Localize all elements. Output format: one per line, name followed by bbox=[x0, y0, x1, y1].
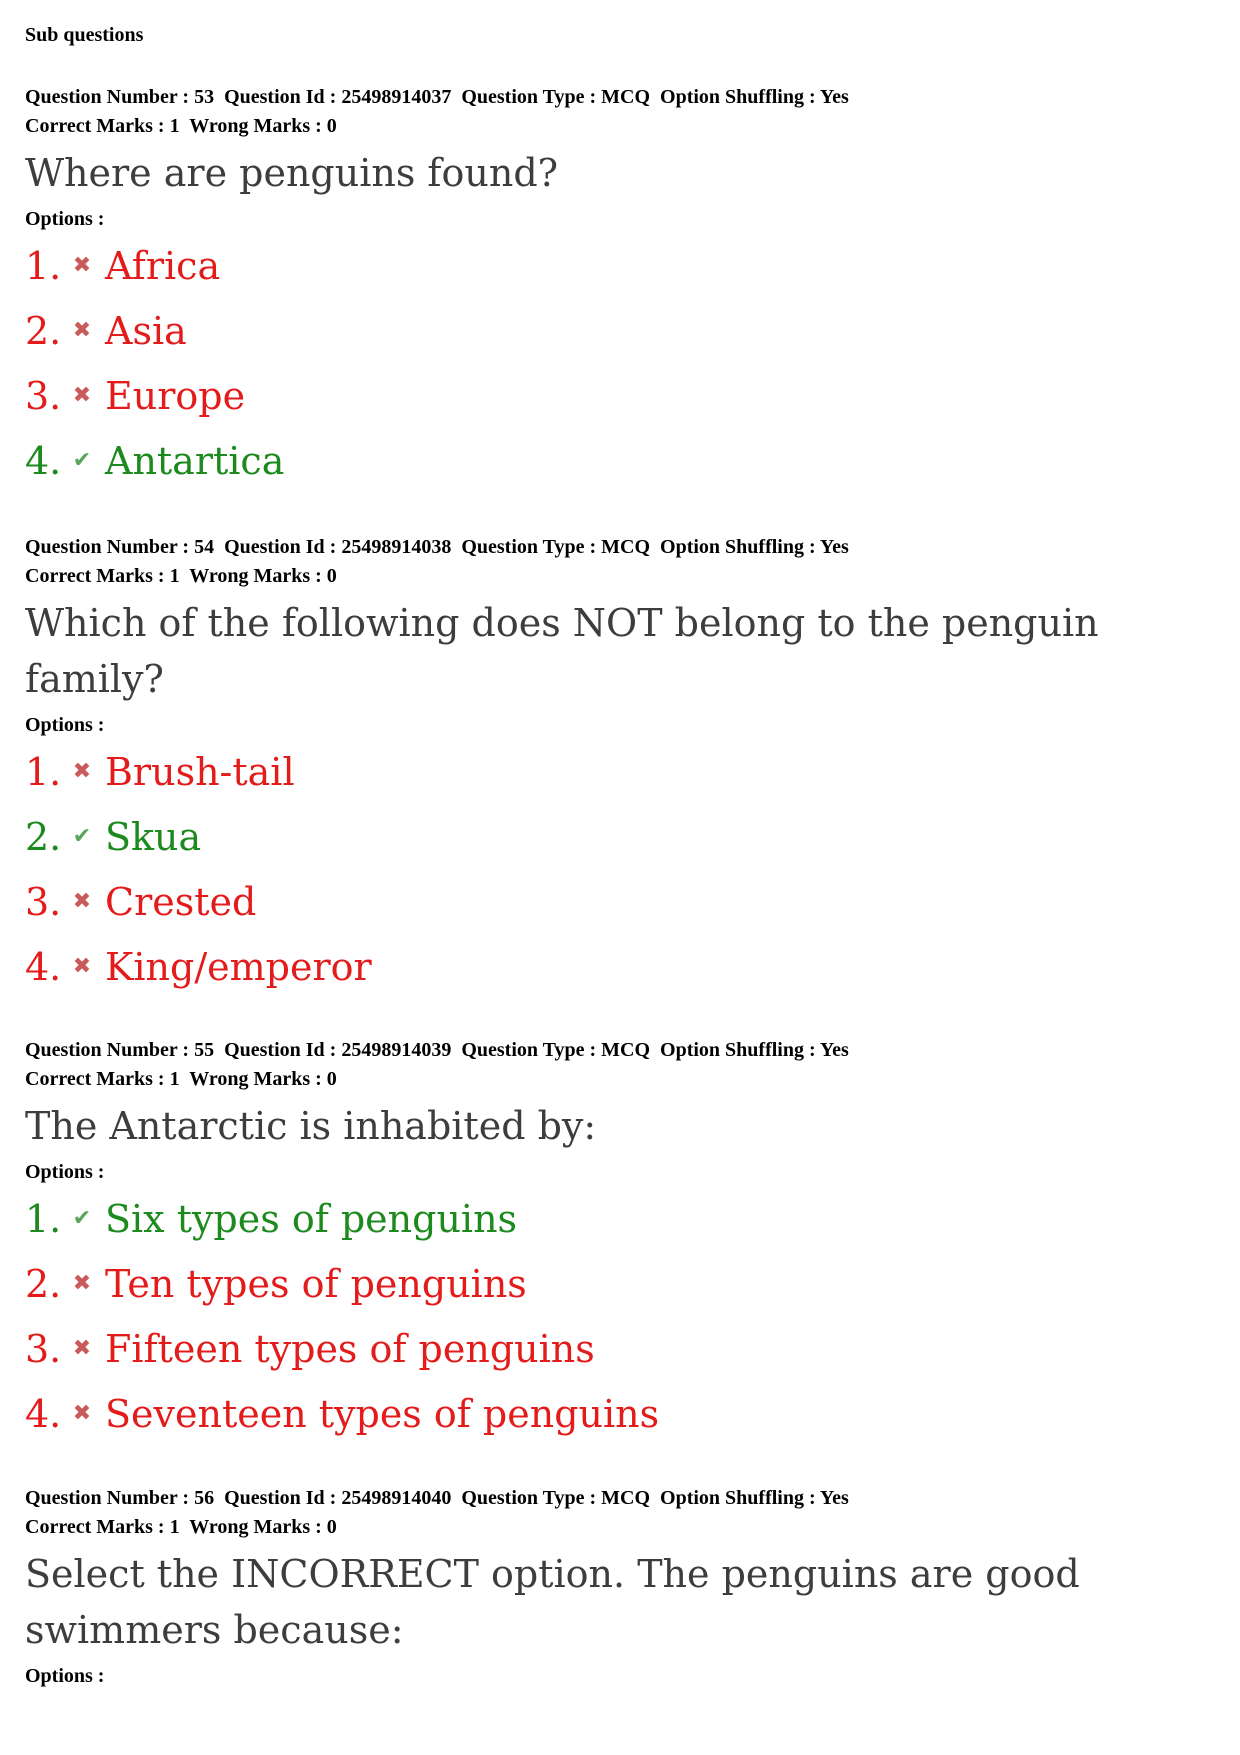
cross-icon: ✖ bbox=[72, 889, 92, 914]
question-block-56 bbox=[25, 1484, 1205, 1690]
question-text: Where are penguins found? bbox=[25, 151, 559, 195]
option-number: 3. bbox=[25, 1326, 62, 1371]
option-label: Europe bbox=[105, 373, 246, 418]
cross-icon: ✖ bbox=[72, 253, 92, 278]
cross-icon: ✖ bbox=[72, 1336, 92, 1361]
option-item bbox=[25, 804, 1205, 869]
question-text: Which of the following does NOT belong to the penguin family? bbox=[25, 601, 1099, 701]
option-label: Antartica bbox=[105, 438, 285, 483]
question-meta: Question Number : 54 Question Id : 25498914038 Question Type : MCQ Option Shuffling : Yes bbox=[25, 536, 849, 558]
option-label: Skua bbox=[105, 814, 202, 859]
option-item bbox=[25, 1186, 1205, 1251]
section-title: Sub questions bbox=[25, 24, 144, 46]
question-marks: Correct Marks : 1 Wrong Marks : 0 bbox=[25, 565, 337, 587]
option-label: Ten types of penguins bbox=[105, 1261, 527, 1306]
question-marks: Correct Marks : 1 Wrong Marks : 0 bbox=[25, 115, 337, 137]
option-item bbox=[25, 869, 1205, 934]
option-number: 1. bbox=[25, 1196, 62, 1241]
options-label: Options : bbox=[25, 1161, 105, 1183]
option-item bbox=[25, 363, 1205, 428]
question-block-54 bbox=[25, 533, 1205, 999]
options-label: Options : bbox=[25, 714, 105, 736]
question-text: The Antarctic is inhabited by: bbox=[25, 1104, 597, 1148]
option-number: 3. bbox=[25, 373, 62, 418]
cross-icon: ✖ bbox=[72, 318, 92, 343]
option-label: Seventeen types of penguins bbox=[105, 1391, 660, 1436]
question-block-53 bbox=[25, 83, 1205, 493]
question-meta: Question Number : 56 Question Id : 25498914040 Question Type : MCQ Option Shuffling : Yes bbox=[25, 1487, 849, 1509]
option-item bbox=[25, 1251, 1205, 1316]
option-label: Asia bbox=[105, 308, 187, 353]
option-item bbox=[25, 1381, 1205, 1446]
question-meta: Question Number : 55 Question Id : 25498914039 Question Type : MCQ Option Shuffling : Yes bbox=[25, 1039, 849, 1061]
question-marks: Correct Marks : 1 Wrong Marks : 0 bbox=[25, 1068, 337, 1090]
question-marks: Correct Marks : 1 Wrong Marks : 0 bbox=[25, 1516, 337, 1538]
cross-icon: ✖ bbox=[72, 954, 92, 979]
question-meta: Question Number : 53 Question Id : 25498914037 Question Type : MCQ Option Shuffling : Yes bbox=[25, 86, 849, 108]
option-number: 1. bbox=[25, 749, 62, 794]
option-number: 2. bbox=[25, 814, 62, 859]
option-number: 1. bbox=[25, 243, 62, 288]
cross-icon: ✖ bbox=[72, 1401, 92, 1426]
option-number: 4. bbox=[25, 438, 62, 483]
option-label: Africa bbox=[105, 243, 221, 288]
option-label: King/emperor bbox=[105, 944, 372, 989]
option-item bbox=[25, 934, 1205, 999]
option-label: Crested bbox=[105, 879, 257, 924]
option-number: 2. bbox=[25, 1261, 62, 1306]
option-item bbox=[25, 233, 1205, 298]
option-label: Fifteen types of penguins bbox=[105, 1326, 595, 1371]
options-label: Options : bbox=[25, 1665, 105, 1687]
option-number: 3. bbox=[25, 879, 62, 924]
option-item bbox=[25, 1316, 1205, 1381]
option-item bbox=[25, 739, 1205, 804]
option-item bbox=[25, 298, 1205, 363]
option-number: 2. bbox=[25, 308, 62, 353]
option-item bbox=[25, 428, 1205, 493]
option-label: Six types of penguins bbox=[105, 1196, 518, 1241]
check-icon: ✔ bbox=[72, 824, 92, 849]
option-number: 4. bbox=[25, 944, 62, 989]
check-icon: ✔ bbox=[72, 1206, 92, 1231]
option-label: Brush-tail bbox=[105, 749, 295, 794]
check-icon: ✔ bbox=[72, 448, 92, 473]
cross-icon: ✖ bbox=[72, 1271, 92, 1296]
question-text: Select the INCORRECT option. The penguins are good swimmers because: bbox=[25, 1552, 1080, 1652]
option-number: 4. bbox=[25, 1391, 62, 1436]
question-block-55 bbox=[25, 1036, 1205, 1446]
cross-icon: ✖ bbox=[72, 759, 92, 784]
options-label: Options : bbox=[25, 208, 105, 230]
cross-icon: ✖ bbox=[72, 383, 92, 408]
